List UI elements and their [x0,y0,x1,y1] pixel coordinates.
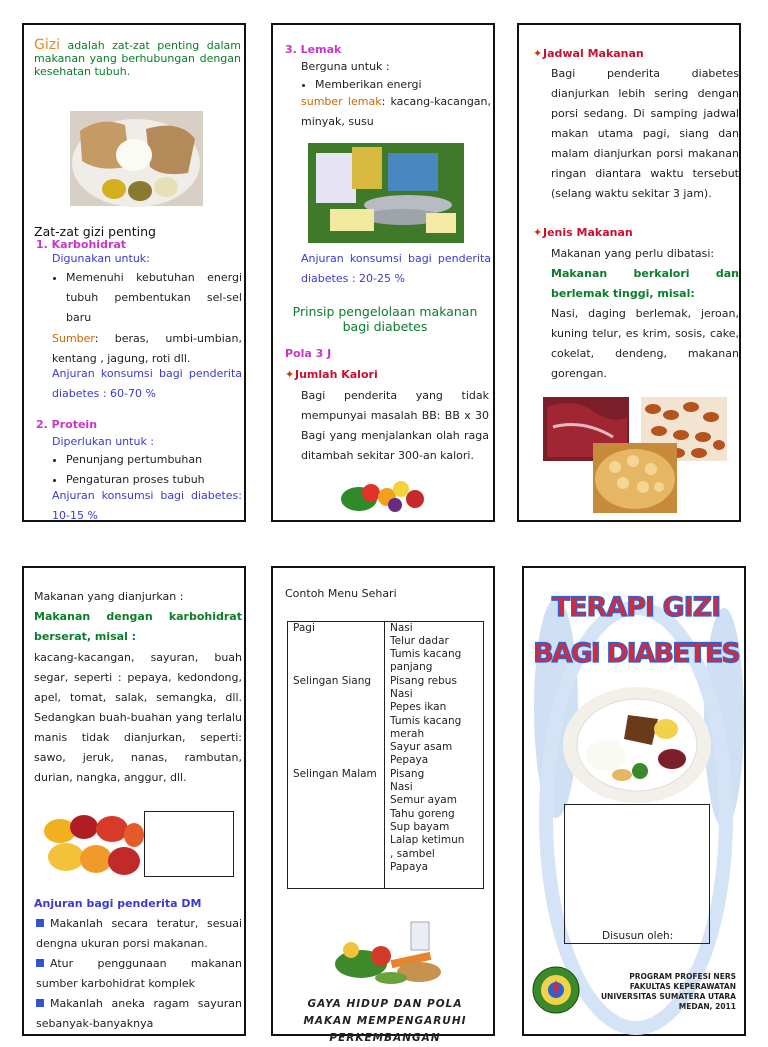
jadwal-heading [533,44,644,64]
jadwal-heading-text: Jadwal Makanan [543,47,644,60]
menu-entry: Nasi [390,687,413,700]
institution-line: MEDAN, 2011 [678,1002,736,1011]
protein-bullet-item: • Pengaturan proses tubuh [66,470,242,490]
university-seal-icon [532,966,580,1014]
menu-entry: , sambel [390,847,435,860]
menu-entry: Pisang [390,767,425,780]
blank-image-box [144,811,234,877]
dm-item [36,914,242,954]
jenis-heading-text: Jenis Makanan [543,226,633,239]
author-box [564,804,710,944]
square-bullet-icon [36,999,44,1007]
menu-cell-waktu: Pagi [288,621,385,675]
gizi-word: Gizi [34,37,60,53]
menu-entry: Telur dadar [390,634,449,647]
menu-cell-menu [385,768,484,889]
institution-line: UNIVERSITAS SUMATERA UTARA [600,992,736,1001]
dm-item-text: Atur penggunaan makanan sumber karbohidrat komplek [36,957,242,990]
disusun-label: Disusun oleh: [602,930,674,942]
panel-nutrition-intro [22,23,246,522]
menu-entry: Papaya [390,860,429,873]
menu-entry: Pisang rebus [390,674,457,687]
protein-bullet-item: • Penunjang pertumbuhan [66,450,242,470]
fruit-basket-photo [42,809,144,879]
institution-block [601,972,736,1012]
menu-entry: Sayur asam [390,741,453,754]
jenis-limited: Makanan yang perlu dibatasi: [551,247,715,260]
menu-entry: Tumis kacang [390,648,462,661]
jumlah-heading-text: Jumlah Kalori [295,368,378,381]
menu-entry: panjang [390,661,433,674]
recommended-title: Makanan yang dianjurkan : [34,590,184,603]
dm-item-text: Makanlah secara teratur, sesuai dengna ukuran porsi makanan. [36,917,242,950]
pola-3j: Pola 3 J [285,347,332,360]
square-bullet-icon [36,959,44,967]
cover-meal-photo [562,685,712,805]
lemak-used: Berguna untuk : [301,60,390,73]
lemak-advice: Anjuran konsumsi bagi penderita diabetes : 20-25 % [301,252,491,285]
lemak-source-text: : kacang-kacangan, minyak, susu [301,95,492,128]
menu-footer: GAYA HIDUP DAN POLA MAKAN MEMPENGARUHI PERKEMBANGAN [303,998,467,1044]
fat-foods-photo [308,143,464,243]
jumlah-heading [285,365,378,385]
menu-entry: Pepes ikan [390,701,447,714]
panel-fat-principles [271,23,495,522]
dm-item-text: Makanlah aneka ragam sayuran sebanyak-banyaknya [36,997,242,1030]
panel-schedule-types [517,23,741,522]
jenis-highcal: Makanan berkalori dan berlemak tinggi, misal: [551,267,739,300]
menu-entry: Semur ayam [390,794,457,807]
karbo-advice: Anjuran konsumsi bagi penderita diabetes : 60-70 % [52,367,242,400]
menu-entry: Pepaya [390,754,429,767]
cover-title-line1: TERAPI GIZI [551,592,721,623]
institution-line: PROGRAM PROFESI NERS [629,972,736,981]
cover-title-line2: BAGI DIABETES [533,638,739,669]
healthy-food-photo [331,920,449,986]
panel-recommended-food [22,566,246,1036]
karbo-source-text: : beras, umbi-umbian, kentang , jagung, roti dll. [52,332,242,365]
panel-cover [522,566,746,1036]
fruits-photo [339,465,431,515]
karbo-used: Digunakan untuk: [52,252,150,265]
karbo-bullet-item: • Memenuhi kebutuhan energi tubuh pembentukan sel-sel baru [66,268,242,328]
principle-title: Prinsip pengelolaan makanan bagi diabetes [292,304,478,334]
panel-menu-example [271,566,495,1044]
dm-item [36,954,242,994]
karbo-source [52,329,242,369]
square-bullet-icon [36,919,44,927]
menu-title: Contoh Menu Sehari [285,587,397,600]
gizi-definition [34,39,241,78]
menu-cell-waktu: Selingan Siang [288,675,385,768]
menu-entry: Lalap ketimun [390,834,465,847]
karbo-source-label: Sumber [52,332,95,345]
arrow-bullet-icon: ✦ [285,368,295,381]
menu-cell-menu [385,621,484,675]
menu-entry: merah [390,727,425,740]
protein-heading: 2. Protein [36,418,98,431]
jadwal-text: Bagi penderita diabetes dianjurkan lebih sering dengan porsi sedang. Di samping jadwal makan utama pagi, siang dan malam dianjurkan porsi makanan ringan diantara waktu tersebut (selang waktu sekitar 3 jam). [551,67,739,200]
menu-cell-menu [385,675,484,768]
menu-entry: Nasi [390,781,413,794]
menu-entry: Tumis kacang [390,714,462,727]
lemak-bullet-item: • Memberikan energi [315,75,491,95]
menu-entry: Nasi [390,621,413,634]
protein-bullets [52,450,242,490]
breakfast-photo [70,111,203,206]
jenis-list: Nasi, daging berlemak, jeroan, kuning telur, es krim, sosis, cake, cokelat, dendeng, makanan gorengan. [551,307,739,380]
protein-needed: Diperlukan untuk : [52,435,155,448]
institution-line: FAKULTAS KEPERAWATAN [629,982,736,991]
jumlah-text: Bagi penderita yang tidak mempunyai masalah BB: BB x 30 Bagi yang menjalankan olah raga ditambah sekitar 300-an kalori. [301,389,489,462]
arrow-bullet-icon: ✦ [533,226,543,239]
fiber-text: kacang-kacangan, sayuran, buah segar, seperti : pepaya, kedondong, apel, tomat, salak, semangka, dll. Sedangkan buah-buahan yang terlalu manis tidak dianjurkan, seperti: sawo, jeruk, nanas, rambutan, durian, nangka, anggur, dll. [34,651,242,784]
protein-advice: Anjuran konsumsi bagi diabetes: 10-15 % [52,489,242,522]
menu-entry: Tahu goreng [390,807,455,820]
jenis-heading [533,223,633,243]
lemak-source [301,92,491,132]
fried-food-photo [593,443,677,513]
lemak-source-label: sumber lemak [301,95,382,108]
lemak-heading: 3. Lemak [285,43,342,56]
dm-title: Anjuran bagi penderita DM [34,897,202,910]
gizi-def-text: adalah zat-zat penting dalam makanan yang berhubungan dengan kesehatan tubuh. [34,39,241,78]
section-title-nutrients: Zat-zat gizi penting [34,224,156,239]
fiber-title: Makanan dengan karbohidrat berserat, misal : [34,610,242,643]
menu-table [287,621,484,889]
karbo-heading: 1. Karbohidrat [36,238,127,251]
menu-cell-waktu: Selingan Malam [288,768,385,889]
karbo-bullet [52,268,242,328]
menu-entry: Sup bayam [390,820,450,833]
dm-item [36,994,242,1034]
arrow-bullet-icon: ✦ [533,47,543,60]
